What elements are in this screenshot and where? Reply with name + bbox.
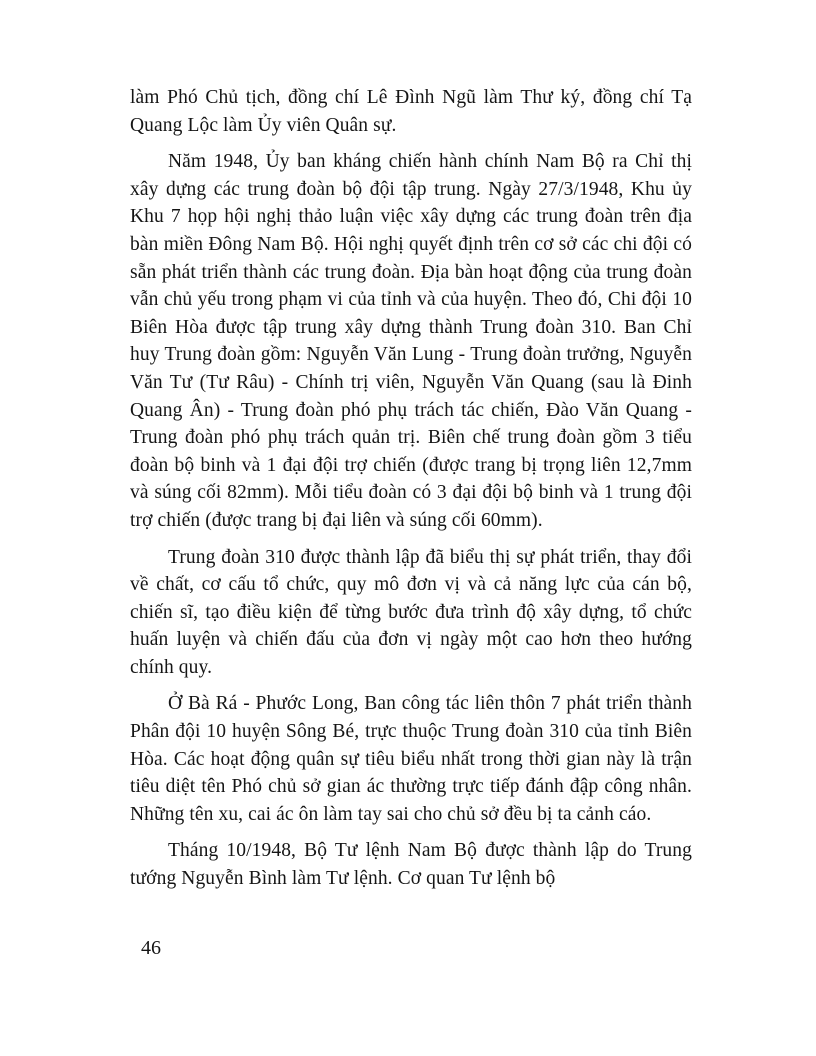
paragraph: Ở Bà Rá - Phước Long, Ban công tác liên thôn 7 phát triển thành Phân đội 10 huyện Sông Bé, trực thuộc Trung đoàn 310 của tỉnh Biên Hòa. Các hoạt động quân sự tiêu biểu nhất trong thời gian này là trận tiêu diệt tên Phó chủ sở gian ác thường trực tiếp đánh đập công nhân. Những tên xu, cai ác ôn làm tay sai cho chủ sở đều bị ta cảnh cáo. [130, 693, 692, 825]
paragraph: Tháng 10/1948, Bộ Tư lệnh Nam Bộ được thành lập do Trung tướng Nguyễn Bình làm Tư lệnh. Cơ quan Tư lệnh bộ [130, 840, 692, 890]
paragraph: Trung đoàn 310 được thành lập đã biểu thị sự phát triển, thay đổi về chất, cơ cấu tổ chức, quy mô đơn vị và cả năng lực của cán bộ, chiến sĩ, tạo điều kiện để từng bước đưa trình độ xây dựng, tổ chức huấn luyện và chiến đấu của đơn vị ngày một cao hơn theo hướng chính quy. [130, 546, 692, 678]
paragraph: Năm 1948, Ủy ban kháng chiến hành chính Nam Bộ ra Chỉ thị xây dựng các trung đoàn bộ đội tập trung. Ngày 27/3/1948, Khu ủy Khu 7 họp hội nghị thảo luận việc xây dựng các trung đoàn trên địa bàn miền Đông Nam Bộ. Hội nghị quyết định trên cơ sở các chi đội có sẵn phát triển thành các trung đoàn. Địa bàn hoạt động của trung đoàn vẫn chủ yếu trong phạm vi của tỉnh và của huyện. Theo đó, Chi đội 10 Biên Hòa được tập trung xây dựng thành Trung đoàn 310. Ban Chỉ huy Trung đoàn gồm: Nguyễn Văn Lung - Trung đoàn trưởng, Nguyễn Văn Tư (Tư Râu) - Chính trị viên, Nguyễn Văn Quang (sau là Đinh Quang Ân) - Trung đoàn phó phụ trách tác chiến, Đào Văn Quang - Trung đoàn phó phụ trách quản trị. Biên chế trung đoàn gồm 3 tiểu đoàn bộ binh và 1 đại đội trợ chiến (được trang bị trọng liên 12,7mm và súng cối 82mm). Mỗi tiểu đoàn có 3 đại đội bộ binh và 1 trung đội trợ chiến (được trang bị đại liên và súng cối 60mm). [130, 151, 692, 531]
paragraph: làm Phó Chủ tịch, đồng chí Lê Đình Ngũ làm Thư ký, đồng chí Tạ Quang Lộc làm Ủy viên Quân sự. [130, 87, 692, 136]
page-number: 46 [141, 937, 161, 959]
text-block [130, 84, 692, 902]
